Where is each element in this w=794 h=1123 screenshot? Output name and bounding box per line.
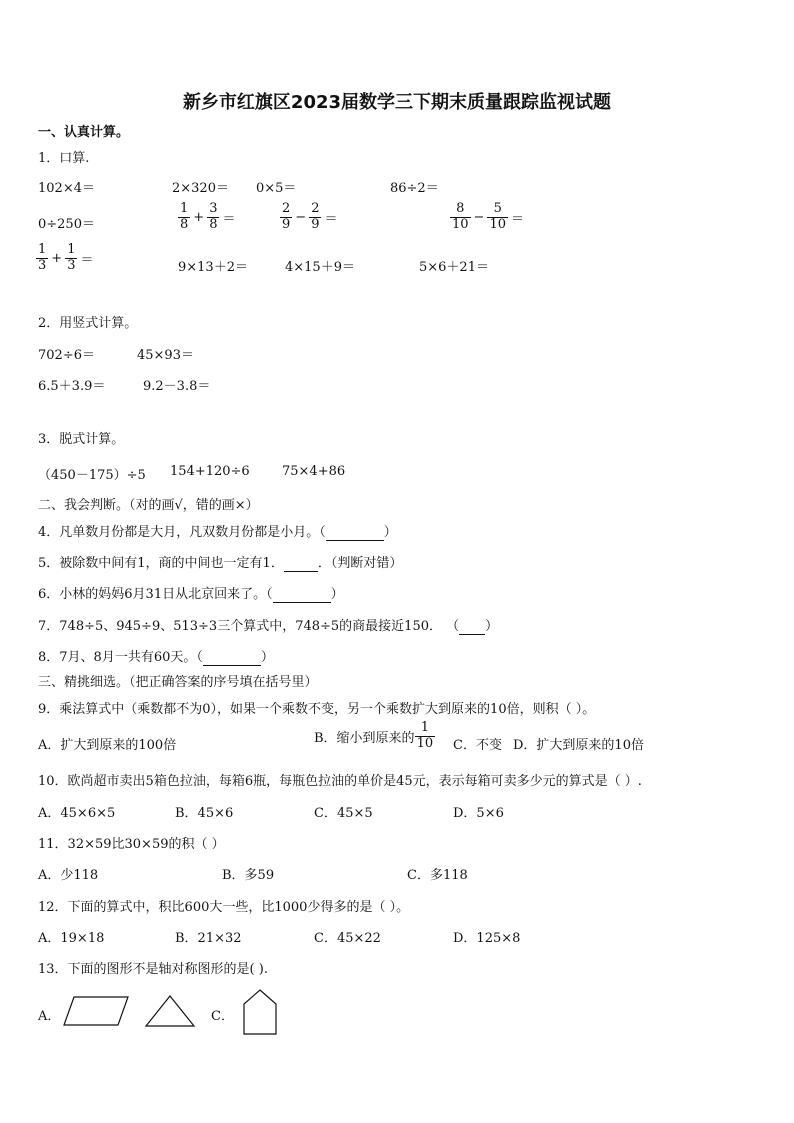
question-12: 12．下面的算式中，积比600大一些，比1000少得多的是（ ）。 bbox=[38, 900, 410, 915]
question-5: 5．被除数中间有1，商的中间也一定有1． ．（判断对错） bbox=[38, 556, 403, 571]
option-a[interactable]: A．少118 bbox=[38, 868, 99, 883]
option-b[interactable]: B．45×6 bbox=[175, 806, 234, 821]
q1-item: 86÷2＝ bbox=[390, 181, 439, 196]
q2-item: 6.5＋3.9＝ bbox=[38, 379, 106, 394]
q1-item: 0×5＝ bbox=[256, 181, 297, 196]
option-a[interactable]: A．45×6×5 bbox=[38, 806, 116, 821]
q3-item: 154+120÷6 bbox=[170, 464, 250, 479]
q3-label: 3．脱式计算。 bbox=[38, 432, 125, 447]
question-11: 11．32×59比30×59的积（ ） bbox=[38, 837, 225, 852]
q1-fraction-expr: $\frac{1}{8}$ + $\frac{3}{8}$ ＝ bbox=[180, 201, 236, 232]
q1-item: 5×6＋21＝ bbox=[419, 260, 489, 275]
option-c[interactable]: C．45×5 bbox=[314, 806, 373, 821]
q1-item: 9×13＋2＝ bbox=[178, 260, 248, 275]
question-7: 7．748÷5、945÷9、513÷3三个算式中，748÷5的商最接近150． （ ） bbox=[38, 619, 499, 634]
q2-label: 2．用竖式计算。 bbox=[38, 316, 138, 331]
q2-item: 9.2－3.8＝ bbox=[143, 379, 211, 394]
question-13: 13．下面的图形不是轴对称图形的是( ). bbox=[38, 962, 268, 977]
q1-fraction-expr: $\frac{1}{3}$ + $\frac{1}{3}$ ＝ bbox=[38, 242, 94, 273]
q3-item: 75×4+86 bbox=[282, 464, 346, 479]
option-d[interactable]: D．扩大到原来的10倍 bbox=[513, 738, 644, 753]
question-8: 8．7月、8月一共有60天。（ ） bbox=[38, 650, 274, 665]
q3-item: （450－175）÷5 bbox=[38, 468, 146, 483]
question-6: 6．小林的妈妈6月31日从北京回来了。（ ） bbox=[38, 587, 344, 602]
answer-blank[interactable] bbox=[326, 525, 384, 541]
page-title: 新乡市红旗区2023届数学三下期末质量跟踪监视试题 bbox=[182, 92, 612, 113]
q1-item: 4×15＋9＝ bbox=[285, 260, 355, 275]
option-b[interactable]: B．21×32 bbox=[175, 931, 242, 946]
option-d[interactable]: D．125×8 bbox=[453, 931, 521, 946]
option-c[interactable]: C． bbox=[211, 1009, 234, 1024]
option-c[interactable]: C．多118 bbox=[407, 868, 468, 883]
option-b[interactable]: B．多59 bbox=[222, 868, 275, 883]
option-a[interactable]: A．19×18 bbox=[38, 931, 105, 946]
answer-blank[interactable] bbox=[273, 587, 331, 603]
option-d[interactable]: D．5×6 bbox=[453, 806, 504, 821]
q1-fraction-expr: $\frac{2}{9}$ − $\frac{2}{9}$ ＝ bbox=[282, 201, 338, 232]
q2-item: 45×93＝ bbox=[137, 348, 194, 363]
section-2-heading: 二、我会判断。（对的画√，错的画×） bbox=[38, 498, 259, 513]
parallelogram-shape bbox=[62, 995, 130, 1027]
option-c[interactable]: C．不变 bbox=[453, 738, 502, 753]
answer-blank[interactable] bbox=[203, 650, 261, 666]
q1-label: 1．口算. bbox=[38, 151, 90, 166]
section-1-heading: 一、认真计算。 bbox=[38, 125, 130, 140]
option-c[interactable]: C．45×22 bbox=[314, 931, 381, 946]
triangle-shape bbox=[144, 994, 196, 1028]
option-a[interactable]: A．扩大到原来的100倍 bbox=[38, 738, 177, 753]
question-10: 10．欧尚超市卖出5箱色拉油，每箱6瓶，每瓶色拉油的单价是45元，表示每箱可卖多少元的算式是（ ）. bbox=[38, 774, 642, 789]
q1-item: 0÷250＝ bbox=[38, 217, 95, 232]
q1-fraction-expr: $\frac{8}{10}$ − $\frac{5}{10}$ ＝ bbox=[452, 201, 525, 232]
option-b[interactable]: B．缩小到原来的 $\frac{1}{10}$ bbox=[314, 720, 434, 751]
q1-item: 2×320＝ bbox=[172, 181, 229, 196]
pentagon-house-shape bbox=[242, 988, 278, 1036]
q2-item: 702÷6＝ bbox=[38, 348, 95, 363]
section-3-heading: 三、精挑细选。（把正确答案的序号填在括号里） bbox=[38, 675, 318, 690]
q1-item: 102×4＝ bbox=[38, 181, 95, 196]
answer-blank[interactable] bbox=[459, 619, 485, 635]
option-a[interactable]: A． bbox=[38, 1009, 61, 1024]
question-4: 4．凡单数月份都是大月，凡双数月份都是小月。（ ） bbox=[38, 525, 397, 540]
answer-blank[interactable] bbox=[284, 556, 318, 572]
question-9: 9．乘法算式中（乘数都不为0），如果一个乘数不变，另一个乘数扩大到原来的10倍，则积（ ）。 bbox=[38, 702, 596, 717]
